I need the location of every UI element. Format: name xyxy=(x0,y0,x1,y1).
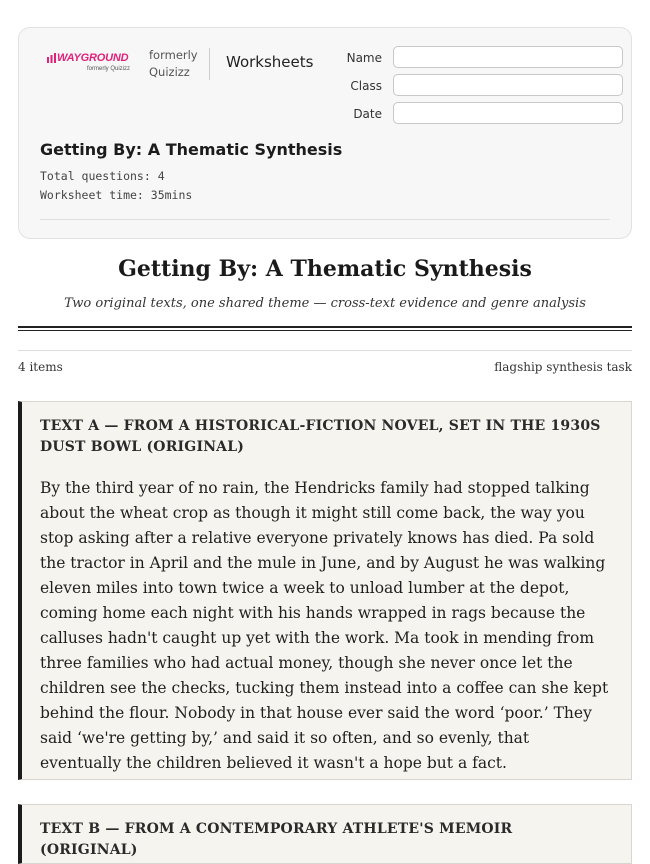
header-divider xyxy=(209,48,210,80)
passage-text-b xyxy=(18,804,632,864)
title-rule-thick xyxy=(18,326,632,328)
class-label: Class xyxy=(350,79,382,93)
passage-text-a xyxy=(18,401,632,780)
date-label: Date xyxy=(353,107,382,121)
wayground-logo-icon xyxy=(47,53,56,63)
worksheet-title: Getting By: A Thematic Synthesis xyxy=(40,140,343,159)
worksheet-header-card xyxy=(18,27,632,239)
worksheets-label: Worksheets xyxy=(226,53,314,71)
wayground-logo xyxy=(47,52,135,78)
passage-heading: TEXT B — FROM A CONTEMPORARY ATHLETE'S MEMOIR (ORIGINAL) xyxy=(40,821,513,858)
logo-wordmark: WAYGROUND xyxy=(57,52,129,64)
meta-rule xyxy=(18,350,632,351)
header-rule xyxy=(40,219,610,220)
logo-subtext: formerly Quizizz xyxy=(87,66,131,72)
name-label: Name xyxy=(346,51,382,65)
date-field[interactable] xyxy=(393,102,623,124)
document-subtitle: Two original texts, one shared theme — cross-text evidence and genre analysis xyxy=(64,296,586,311)
title-rule-thin xyxy=(18,330,632,331)
total-questions: Total questions: 4 xyxy=(40,169,165,183)
items-count: 4 items xyxy=(18,360,63,374)
document-title: Getting By: A Thematic Synthesis xyxy=(118,256,532,282)
worksheet-time: Worksheet time: 35mins xyxy=(40,188,193,202)
formerly-quizizz-label: formerly Quizizz xyxy=(149,48,198,79)
passage-heading: TEXT A — FROM A HISTORICAL-FICTION NOVEL, SET IN THE 1930S DUST BOWL (ORIGINAL) xyxy=(40,418,601,455)
passage-body: By the third year of no rain, the Hendricks family had stopped talking about the wheat crop as though it might still come back, the way you stop asking after a relative everyone privately knows has died. Pa sold the tractor in April and the mule in June, and by August he was walking eleven miles into town twice a week to unload lumber at the depot, coming home each night with his hands wrapped in rags because the calluses hadn't caught up yet with the work. Ma took in mending from three families who had actual money, though she never once let the children see the checks, tucking them instead into a coffee can she kept behind the flour. Nobody in that house ever said the word ‘poor.’ They said ‘we're getting by,’ and said it so often, and so evenly, that eventually the children believed it wasn't a hope but a fact. xyxy=(40,479,609,772)
class-field[interactable] xyxy=(393,74,623,96)
task-tag: flagship synthesis task xyxy=(494,360,632,374)
name-field[interactable] xyxy=(393,46,623,68)
